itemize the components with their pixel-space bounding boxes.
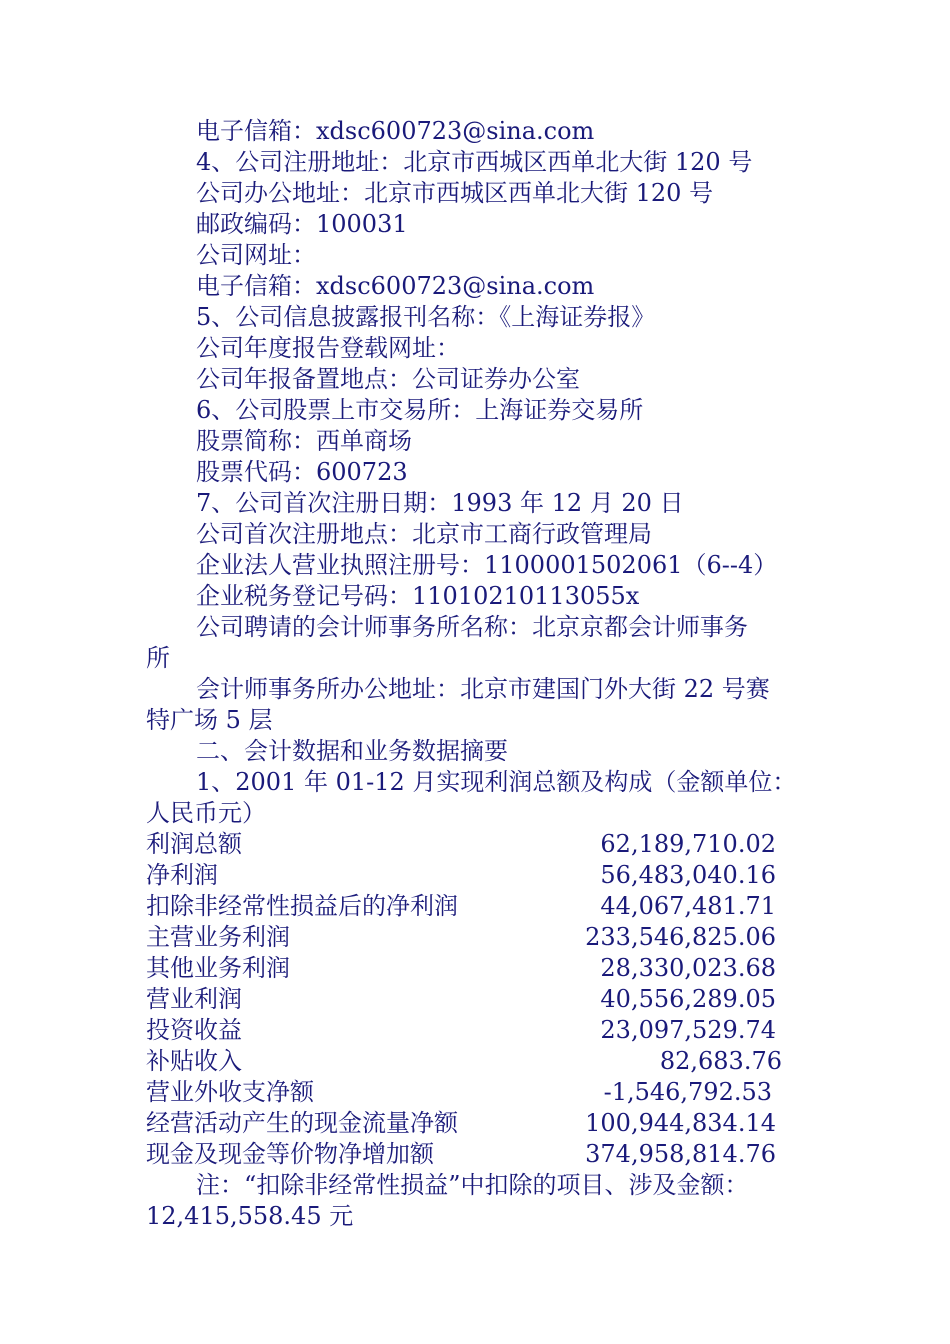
accounting-firm-line-1: 公司聘请的会计师事务所名称：北京京都会计师事务 xyxy=(196,613,748,641)
profit-row-value: 100,944,834.14 xyxy=(585,1109,776,1137)
profit-row-label: 主营业务利润 xyxy=(146,923,290,951)
firm-address-line-2: 特广场 5 层 xyxy=(146,706,273,734)
profit-row-value: 40,556,289.05 xyxy=(600,985,776,1013)
annual-report-location-line: 公司年报备置地点：公司证券办公室 xyxy=(196,365,580,393)
profit-row-label: 补贴收入 xyxy=(146,1047,242,1075)
profit-row xyxy=(146,953,786,984)
first-registration-date-line: 7、公司首次注册日期：1993 年 12 月 20 日 xyxy=(196,489,684,517)
profit-row xyxy=(146,829,786,860)
email-line: 电子信箱：xdsc600723@sina.com xyxy=(196,117,595,145)
profit-row xyxy=(146,1139,786,1170)
tax-registration-line: 企业税务登记号码：11010210113055x xyxy=(196,582,640,610)
profit-row-value: 82,683.76 xyxy=(659,1047,782,1075)
profit-row-label: 利润总额 xyxy=(146,830,242,858)
accounting-firm-line-2: 所 xyxy=(146,644,170,672)
profit-row-value: 374,958,814.76 xyxy=(585,1140,776,1168)
section-title: 二、会计数据和业务数据摘要 xyxy=(196,737,508,765)
profit-row-label: 营业利润 xyxy=(146,985,242,1013)
note-line-1: 注：“扣除非经常性损益”中扣除的项目、涉及金额： xyxy=(196,1171,749,1199)
stock-exchange-line: 6、公司股票上市交易所：上海证券交易所 xyxy=(196,396,644,424)
profit-row-label: 其他业务利润 xyxy=(146,954,290,982)
profit-row-label: 现金及现金等价物净增加额 xyxy=(146,1140,434,1168)
profit-row-label: 经营活动产生的现金流量净额 xyxy=(146,1109,458,1137)
profit-row-value: 233,546,825.06 xyxy=(585,923,776,951)
profit-row xyxy=(146,1015,786,1046)
profit-row xyxy=(146,860,786,891)
profit-heading-line-1: 1、2001 年 01-12 月实现利润总额及构成（金额单位： xyxy=(196,768,797,796)
first-registration-place-line: 公司首次注册地点：北京市工商行政管理局 xyxy=(196,520,652,548)
note-line-2: 12,415,558.45 元 xyxy=(146,1202,354,1230)
profit-row-value: 62,189,710.02 xyxy=(600,830,776,858)
profit-row-label: 投资收益 xyxy=(146,1016,242,1044)
profit-row-label: 营业外收支净额 xyxy=(146,1078,314,1106)
firm-address-line-1: 会计师事务所办公地址：北京市建国门外大街 22 号赛 xyxy=(196,675,770,703)
website-line: 公司网址： xyxy=(196,241,316,269)
business-license-line: 企业法人营业执照注册号：1100001502061（6--4） xyxy=(196,551,778,579)
profit-row-label: 净利润 xyxy=(146,861,218,889)
annual-report-url-line: 公司年度报告登载网址： xyxy=(196,334,460,362)
registered-address-line: 4、公司注册地址：北京市西城区西单北大街 120 号 xyxy=(196,148,753,176)
profit-row-value: 23,097,529.74 xyxy=(600,1016,776,1044)
profit-row-value: 28,330,023.68 xyxy=(600,954,776,982)
profit-row xyxy=(146,1077,786,1108)
profit-row-value: 56,483,040.16 xyxy=(600,861,776,889)
email-line-2: 电子信箱：xdsc600723@sina.com xyxy=(196,272,595,300)
profit-row-value: -1,546,792.53 xyxy=(603,1078,772,1106)
profit-row xyxy=(146,1046,786,1077)
stock-short-name-line: 股票简称：西单商场 xyxy=(196,427,412,455)
profit-row xyxy=(146,922,786,953)
profit-heading-line-2: 人民币元） xyxy=(146,799,266,827)
stock-code-line: 股票代码：600723 xyxy=(196,458,408,486)
disclosure-newspaper-line: 5、公司信息披露报刊名称：《上海证券报》 xyxy=(196,303,656,331)
postal-code-line: 邮政编码：100031 xyxy=(196,210,408,238)
profit-row xyxy=(146,984,786,1015)
profit-row xyxy=(146,891,786,922)
profit-row-label: 扣除非经常性损益后的净利润 xyxy=(146,892,458,920)
office-address-line: 公司办公地址：北京市西城区西单北大街 120 号 xyxy=(196,179,714,207)
profit-row xyxy=(146,1108,786,1139)
profit-row-value: 44,067,481.71 xyxy=(600,892,776,920)
